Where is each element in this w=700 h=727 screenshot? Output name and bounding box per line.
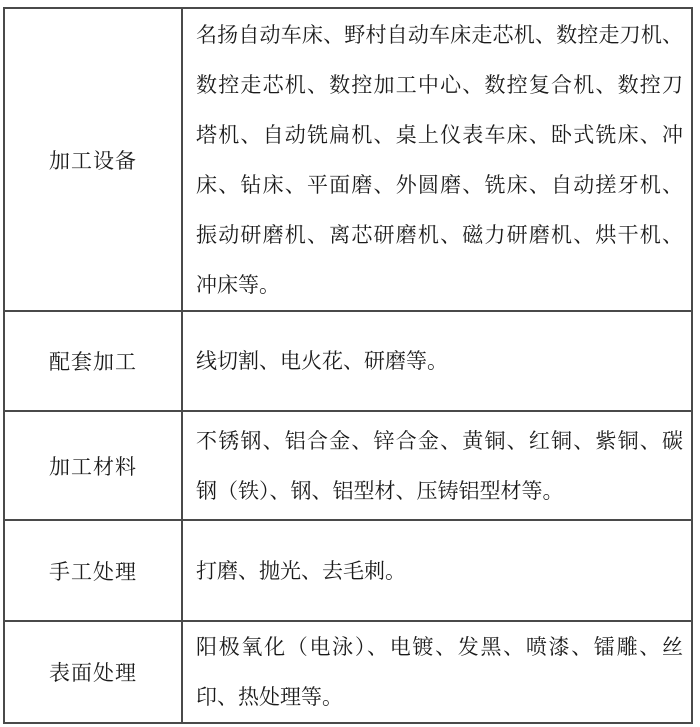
content-line: 塔机、自动铣扁机、桌上仪表车床、卧式铣床、冲: [196, 122, 683, 147]
content-line: 名扬自动车床、野村自动车床走芯机、数控走刀机、: [196, 22, 683, 47]
content-line: 不锈钢、铝合金、锌合金、黄铜、红铜、紫铜、碳: [196, 428, 683, 453]
category-cell-manual-processing: [4, 520, 182, 621]
content-line: 阳极氧化（电泳）、电镀、发黑、喷漆、镭雕、丝: [196, 635, 683, 659]
detail-cell-processing-equipment: [182, 8, 692, 311]
table-row-surface-treatment: [4, 621, 692, 723]
content-line: 线切割、电火花、研磨等。: [196, 349, 448, 373]
category-label: 加工设备: [49, 148, 137, 173]
content-line: 打磨、抛光、去毛刺。: [196, 558, 406, 583]
content-line: 床、钻床、平面磨、外圆磨、铣床、自动搓牙机、: [196, 172, 683, 197]
machining-spec-table: [3, 7, 693, 724]
category-cell-processing-equipment: [4, 8, 182, 311]
category-label: 表面处理: [49, 661, 137, 685]
category-label: 配套加工: [49, 350, 137, 374]
table-row-processing-materials: [4, 411, 692, 520]
content-line: 冲床等。: [196, 272, 280, 297]
table-row-processing-equipment: [4, 8, 692, 311]
detail-cell-supporting-processing: [182, 311, 692, 411]
category-cell-surface-treatment: [4, 621, 182, 723]
content-line: 钢（铁）、钢、铝型材、压铸铝型材等。: [196, 478, 564, 503]
content-line: 振动研磨机、离芯研磨机、磁力研磨机、烘干机、: [196, 222, 683, 247]
category-cell-processing-materials: [4, 411, 182, 520]
content-line: 印、热处理等。: [196, 685, 343, 709]
detail-cell-manual-processing: [182, 520, 692, 621]
category-cell-supporting-processing: [4, 311, 182, 411]
category-label: 手工处理: [49, 559, 137, 584]
detail-cell-surface-treatment: [182, 621, 692, 723]
table-row-manual-processing: [4, 520, 692, 621]
detail-cell-processing-materials: [182, 411, 692, 520]
content-line: 数控走芯机、数控加工中心、数控复合机、数控刀: [196, 72, 683, 97]
table-row-supporting-processing: [4, 311, 692, 411]
category-label: 加工材料: [49, 454, 137, 479]
